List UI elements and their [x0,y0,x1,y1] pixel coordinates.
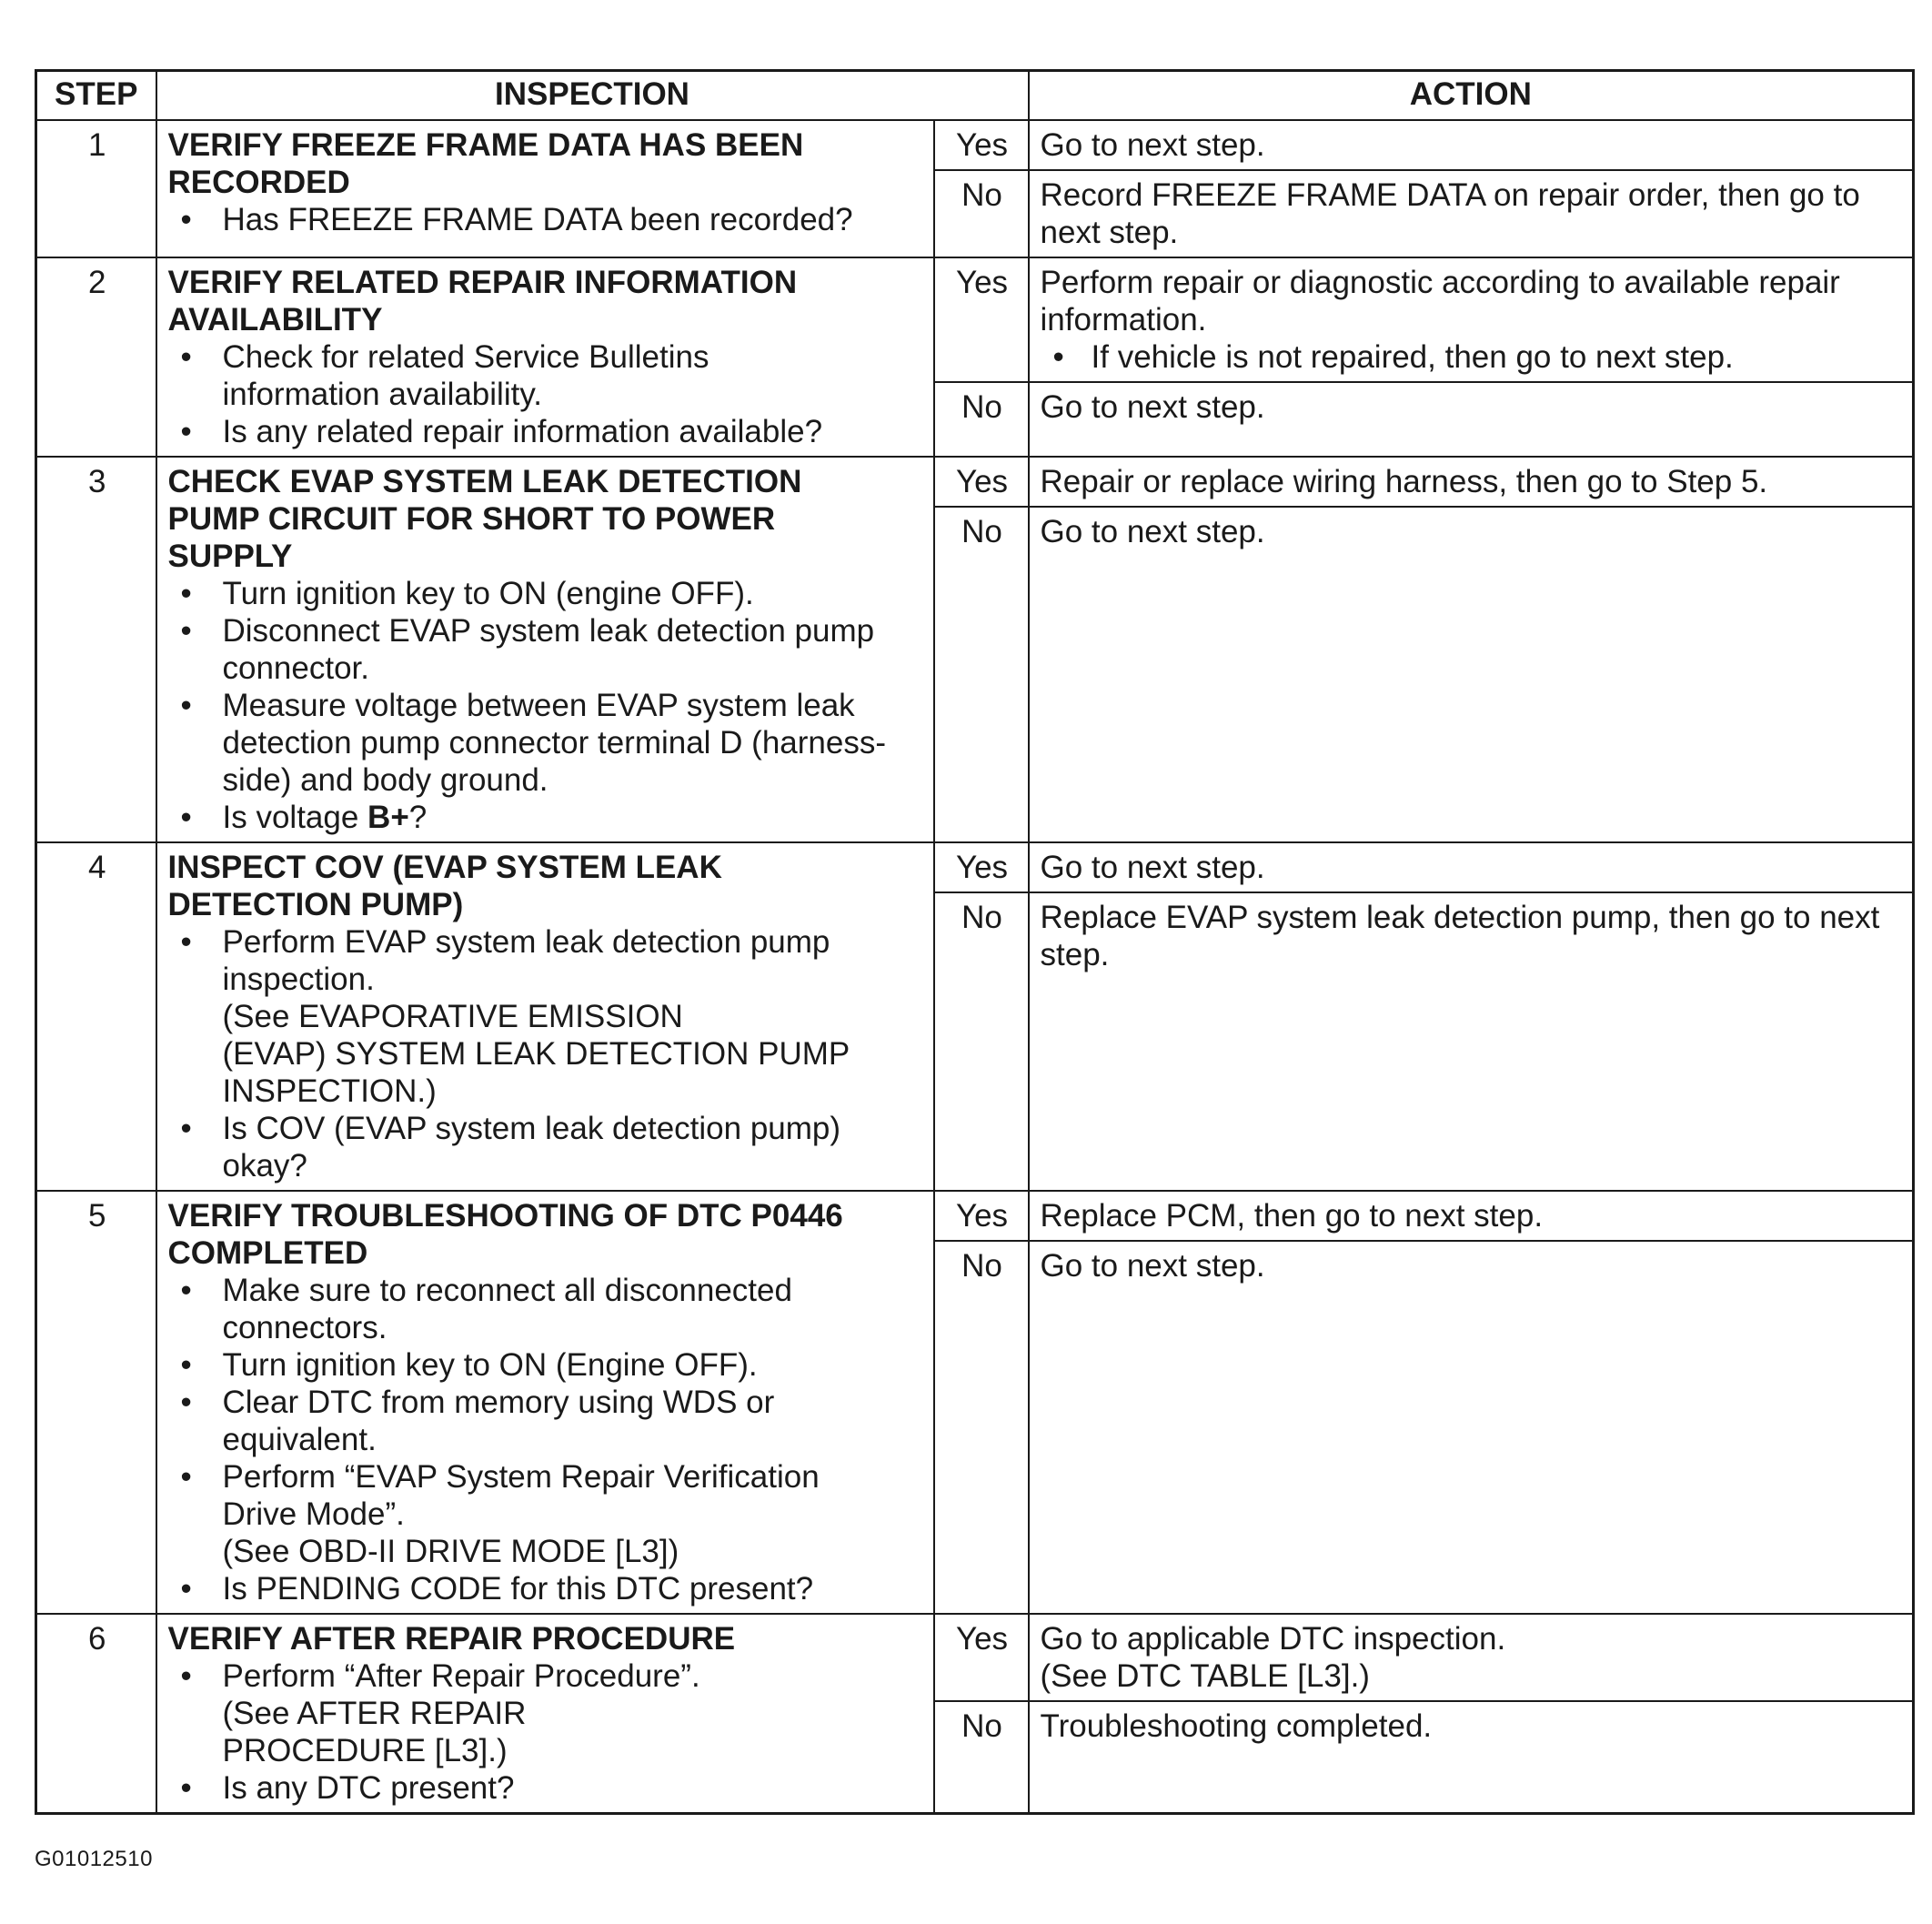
yes-label: Yes [934,1614,1029,1701]
bullet-item: • Check for related Service Bulletins information availability. [168,338,924,413]
no-label: No [934,507,1029,842]
yes-action-cell [1029,1614,1914,1701]
title-line: COMPLETED [167,1234,368,1271]
step-number: 3 [36,457,156,842]
no-action: Go to next step. [1029,382,1914,457]
bullet-text: (EVAP) SYSTEM LEAK DETECTION PUMP [222,1035,850,1072]
step-2-yes-row [36,257,1914,382]
no-action: Go to next step. [1029,507,1914,842]
bullet-item: • Is PENDING CODE for this DTC present? [168,1570,924,1607]
header-row [36,71,1914,120]
inspection-bullets [168,575,924,836]
inspection-header: INSPECTION [156,71,1029,120]
bullet-text: Perform “After Repair Procedure”. [222,1657,700,1694]
no-label: No [934,1241,1029,1614]
step-number: 4 [36,842,156,1191]
bullet-text: (See AFTER REPAIR [222,1695,527,1731]
bullet-text: Perform “EVAP System Repair Verification Drive Mode”. [222,1458,820,1532]
inspection-bullets [168,1657,924,1807]
title-line: AVAILABILITY [167,301,383,337]
bullet-item: • Turn ignition key to ON (Engine OFF). [168,1346,924,1384]
no-label: No [934,382,1029,457]
bullet-text: (See EVAPORATIVE EMISSION [222,998,683,1034]
step-3-yes-row [36,457,1914,507]
no-label: No [934,1701,1029,1814]
inspection-bullets [168,201,924,238]
inspection-title [168,264,924,338]
bullet-item: • Turn ignition key to ON (engine OFF). [168,575,924,612]
yes-action: (See DTC TABLE [L3].) [1040,1657,1370,1694]
title-line: CHECK EVAP SYSTEM LEAK DETECTION [167,463,802,499]
bullet-item: • Is any DTC present? [168,1769,924,1807]
step-number: 2 [36,257,156,457]
title-line: PUMP CIRCUIT FOR SHORT TO POWER [167,500,776,537]
yes-label: Yes [934,457,1029,507]
step-1-yes-row [36,120,1914,170]
step-header: STEP [36,71,156,120]
inspection-bullets [168,923,924,1184]
bullet-item: • Make sure to reconnect all disconnected connectors. [168,1272,924,1346]
title-line: SUPPLY [167,538,293,574]
yes-action-cell [1029,257,1914,382]
yes-label: Yes [934,257,1029,382]
voltage-value: B+ [367,799,409,835]
step-number: 1 [36,120,156,257]
step-4-yes-row [36,842,1914,892]
inspection-cell [156,1191,934,1614]
inspection-cell [156,1614,934,1814]
yes-action: Repair or replace wiring harness, then go to Step 5. [1029,457,1914,507]
bullet-item: • Is any related repair information available? [168,413,924,450]
figure-id: G01012510 [35,1847,153,1871]
bullet-item [168,799,924,836]
bullet-item: • Disconnect EVAP system leak detection pump connector. [168,612,924,687]
step-6-yes-row [36,1614,1914,1701]
title-line: VERIFY RELATED REPAIR INFORMATION [167,264,798,300]
inspection-bullets [168,1272,924,1607]
no-action: Go to next step. [1029,1241,1914,1614]
bullet-text: Is voltage [222,799,368,835]
inspection-title [168,126,924,201]
title-line: VERIFY FREEZE FRAME DATA HAS BEEN [167,126,804,163]
no-action: Record FREEZE FRAME DATA on repair order, then go to next step. [1029,170,1914,257]
bullet-item: • If vehicle is not repaired, then go to next step. [1041,338,1904,376]
bullet-text: INSPECTION.) [222,1073,437,1109]
yes-action: Perform repair or diagnostic according to available repair information. [1040,264,1840,337]
inspection-title [168,1620,924,1657]
title-line: DETECTION PUMP) [167,886,464,922]
action-bullets [1041,338,1904,376]
inspection-cell [156,257,934,457]
yes-label: Yes [934,120,1029,170]
yes-action: Go to next step. [1029,120,1914,170]
bullet-text: ? [408,799,428,835]
yes-action: Replace PCM, then go to next step. [1029,1191,1914,1241]
troubleshooting-table [35,69,1915,1815]
inspection-cell [156,457,934,842]
bullet-text: PROCEDURE [L3].) [222,1732,508,1768]
step-number: 5 [36,1191,156,1614]
inspection-cell [156,842,934,1191]
inspection-cell [156,120,934,257]
no-label: No [934,892,1029,1191]
step-5-yes-row [36,1191,1914,1241]
step-number: 6 [36,1614,156,1814]
bullet-item: • Clear DTC from memory using WDS or equivalent. [168,1384,924,1458]
action-header: ACTION [1029,71,1914,120]
no-action: Troubleshooting completed. [1029,1701,1914,1814]
title-line: RECORDED [167,164,350,200]
title-line: INSPECT COV (EVAP SYSTEM LEAK [167,849,722,885]
inspection-bullets [168,338,924,450]
bullet-item [168,1458,924,1570]
bullet-item [168,923,924,1110]
no-label: No [934,170,1029,257]
inspection-title [168,463,924,575]
title-line: VERIFY AFTER REPAIR PROCEDURE [167,1620,736,1657]
yes-action: Go to applicable DTC inspection. [1040,1620,1506,1657]
bullet-item: • Is COV (EVAP system leak detection pump) okay? [168,1110,924,1184]
yes-label: Yes [934,842,1029,892]
yes-label: Yes [934,1191,1029,1241]
no-action: Replace EVAP system leak detection pump, then go to next step. [1029,892,1914,1191]
bullet-item: • Measure voltage between EVAP system leak detection pump connector terminal D (harness-side) and body ground. [168,687,924,799]
inspection-title [168,849,924,923]
title-line: VERIFY TROUBLESHOOTING OF DTC P0446 [167,1197,843,1234]
bullet-item [168,1657,924,1769]
bullet-text: Perform EVAP system leak detection pump inspection. [222,923,830,997]
yes-action: Go to next step. [1029,842,1914,892]
bullet-item: • Has FREEZE FRAME DATA been recorded? [168,201,924,238]
inspection-title [168,1197,924,1272]
bullet-text: (See OBD-II DRIVE MODE [L3]) [222,1533,679,1569]
